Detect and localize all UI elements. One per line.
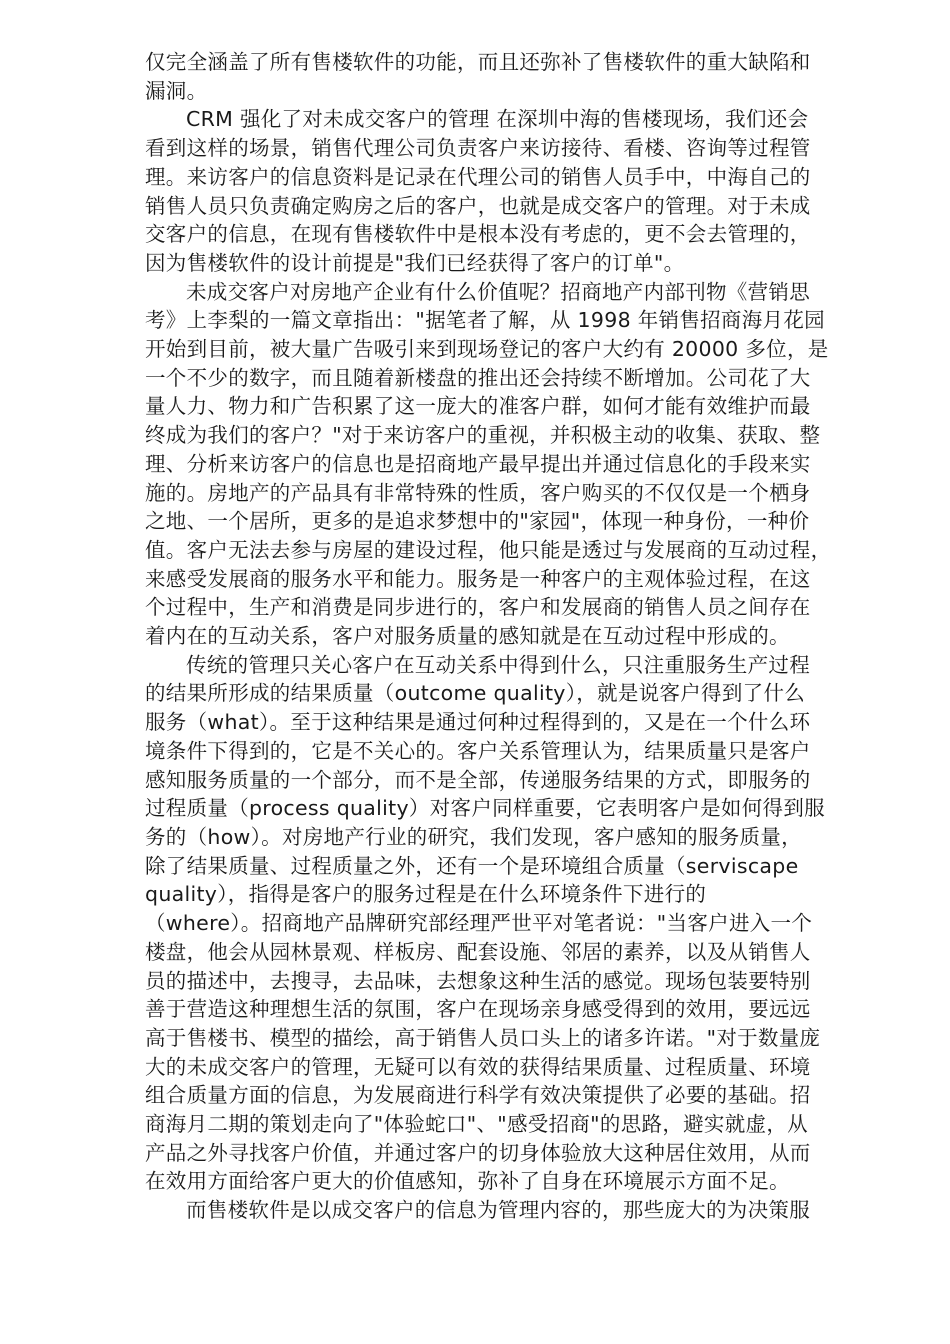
paragraph-sales-software: 而售楼软件是以成交客户的信息为管理内容的，那些庞大的为决策服 [186,1198,810,1223]
document-page [145,48,880,1225]
paragraph-customer-value: 未成交客户对房地产企业有什么价值呢？招商地产内部刊物《营销思 考》上李梨的一篇文章指出："据笔者了解，从 1998 年销售招商海月花园 开始到目前，被大量广告吸引来到现场登记的客户大约有 20000 多位，是 一个不少的数字，而且随着新楼盘的推出还会持续不断增加。公司花了大 量人力、物力和广告积累了这一庞大的准客户群，如何才能有效维护而最 终成为我们的客户？"对于来访客户的重视，并积极主动的收集、获取、整 理、分析来访客户的信息也是招商地产最早提出并通过信息化的手段来实 施的。房地产的产品具有非常特殊的性质，客户购买的不仅仅是一个栖身 之地、一个居所，更多的是追求梦想中的"家园"，体现一种身份，一种价 值。客户无法去参与房屋的建设过程，他只能是透过与发展商的互动过程， 来感受发展商的服务水平和能力。服务是一种客户的主观体验过程，在这 个过程中，生产和消费是同步进行的，客户和发展商的销售人员之间存在 着内在的互动关系，客户对服务质量的感知就是在互动过程中形成的。 [145,279,832,649]
paragraph-service-quality: 传统的管理只关心客户在互动关系中得到什么，只注重服务生产过程 的结果所形成的结果质量（outcome quality），就是说客户得到了什么 服务（what）。至于这种结果是通过何种过程得到的，又是在一个什么环 境条件下得到的，它是不关心的。客户关系管理认为，结果质量只是客户 感知服务质量的一个部分，而不是全部，传递服务结果的方式，即服务的 过程质量（process quality）对客户同样重要，它表明客户是如何得到服 务的（how）。对房地产行业的研究，我们发现，客户感知的服务质量， 除了结果质量、过程质量之外，还有一个是环境组合质量（serviscape quality），指得是客户的服务过程是在什么环境条件下进行的 （where）。招商地产品牌研究部经理严世平对笔者说："当客户进入一个 楼盘，他会从园林景观、样板房、配套设施、邻居的素养，以及从销售人 员的描述中，去搜寻，去品味，去想象这种生活的感觉。现场包装要特别 善于营造这种理想生活的氛围，客户在现场亲身感受得到的效用，要远远 高于售楼书、模型的描绘，高于销售人员口头上的诸多许诺。"对于数量庞 大的未成交客户的管理，无疑可以有效的获得结果质量、过程质量、环境 组合质量方面的信息，为发展商进行科学有效决策提供了必要的基础。招 商海月二期的策划走向了"体验蛇口"、"感受招商"的思路，避实就虚，从 产品之外寻找客户价值，并通过客户的切身体验放大这种居住效用，从而 在效用方面给客户更大的价值感知，弥补了自身在环境展示方面不足。 [145,652,825,1194]
paragraph-continuation: 仅完全涵盖了所有售楼软件的功能，而且还弥补了售楼软件的重大缺陷和 漏洞。 [145,50,811,103]
paragraph-crm-unclosed-customers: CRM 强化了对未成交客户的管理 在深圳中海的售楼现场，我们还会 看到这样的场景，销售代理公司负责客户来访接待、看楼、咨询等过程管 理。来访客户的信息资料是记录在代理公司的销售人员手中，中海自己的 销售人员只负责确定购房之后的客户，也就是成交客户的管理。对于未成 交客户的信息，在现有售楼软件中是根本没有考虑的，更不会去管理的， 因为售楼软件的设计前提是"我们已经获得了客户的订单"。 [145,107,811,275]
